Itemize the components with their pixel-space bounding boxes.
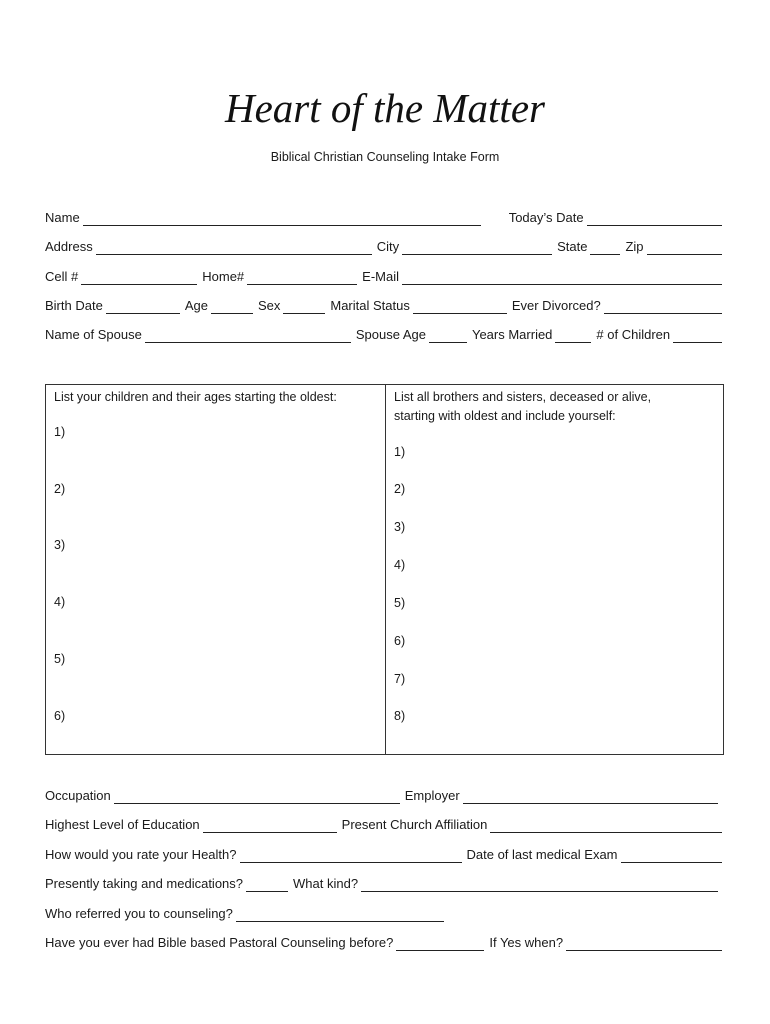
sibling-item: 4) [394, 558, 406, 572]
city-field[interactable] [402, 240, 552, 255]
medications-label: Presently taking and medications? [45, 876, 244, 891]
spouse-name-field[interactable] [145, 328, 351, 343]
health-label: How would you rate your Health? [45, 847, 237, 862]
children-column[interactable] [46, 385, 386, 754]
medications-field[interactable] [246, 877, 288, 892]
medical-exam-label: Date of last medical Exam [466, 847, 618, 862]
address-label: Address [45, 239, 93, 254]
siblings-column[interactable] [386, 385, 723, 754]
name-label: Name [45, 210, 80, 225]
referred-field[interactable] [236, 907, 444, 922]
zip-field[interactable] [647, 240, 722, 255]
age-label: Age [184, 298, 208, 313]
name-row [45, 208, 722, 226]
spouse-row [45, 325, 722, 343]
employer-label: Employer [404, 788, 460, 803]
sex-label: Sex [257, 298, 281, 313]
sibling-item: 2) [394, 482, 406, 496]
email-field[interactable] [402, 270, 722, 285]
ever-divorced-field[interactable] [604, 299, 722, 314]
prior-counseling-field[interactable] [396, 936, 484, 951]
if-yes-label: If Yes when? [489, 935, 564, 950]
referred-label: Who referred you to counseling? [45, 906, 233, 921]
home-field[interactable] [247, 270, 357, 285]
city-label: City [376, 239, 400, 254]
church-field[interactable] [490, 818, 722, 833]
form-subtitle: Biblical Christian Counseling Intake Form [270, 150, 500, 164]
address-row [45, 237, 722, 255]
ever-divorced-label: Ever Divorced? [511, 298, 601, 313]
education-field[interactable] [203, 818, 337, 833]
child-item: 5) [54, 652, 66, 666]
referred-row [45, 904, 722, 922]
spouse-name-label: Name of Spouse [45, 327, 142, 342]
sibling-item: 6) [394, 634, 406, 648]
child-item: 3) [54, 538, 66, 552]
if-yes-field[interactable] [566, 936, 722, 951]
state-label: State [557, 239, 588, 254]
birth-date-field[interactable] [106, 299, 180, 314]
what-kind-field[interactable] [361, 877, 718, 892]
sibling-item: 8) [394, 709, 406, 723]
employer-field[interactable] [463, 789, 718, 804]
sex-field[interactable] [283, 299, 325, 314]
child-item: 6) [54, 709, 66, 723]
sibling-item: 3) [394, 520, 406, 534]
occupation-field[interactable] [114, 789, 400, 804]
occupation-row [45, 786, 722, 804]
what-kind-label: What kind? [293, 876, 359, 891]
marital-status-label: Marital Status [330, 298, 410, 313]
age-field[interactable] [211, 299, 253, 314]
prior-counseling-label: Have you ever had Bible based Pastoral Counseling before? [45, 935, 394, 950]
occupation-label: Occupation [45, 788, 111, 803]
child-item: 4) [54, 595, 66, 609]
health-field[interactable] [240, 848, 462, 863]
home-label: Home# [202, 269, 245, 284]
child-item: 1) [54, 425, 66, 439]
church-label: Present Church Affiliation [341, 817, 488, 832]
address-field[interactable] [96, 240, 372, 255]
prior-counseling-row [45, 933, 722, 951]
num-children-label: # of Children [596, 327, 671, 342]
sibling-item: 5) [394, 596, 406, 610]
health-row [45, 845, 722, 863]
medical-exam-field[interactable] [621, 848, 722, 863]
children-header: List your children and their ages starting the oldest: [54, 390, 337, 404]
cell-label: Cell # [45, 269, 79, 284]
birth-date-label: Birth Date [45, 298, 103, 313]
sibling-item: 7) [394, 672, 406, 686]
name-field[interactable] [83, 211, 481, 226]
todays-date-label: Today’s Date [508, 210, 584, 225]
spouse-age-label: Spouse Age [355, 327, 426, 342]
form-title: Heart of the Matter [225, 85, 545, 131]
siblings-header: List all brothers and sisters, deceased or alive, starting with oldest and include yourself: [394, 390, 652, 423]
medications-row [45, 874, 722, 892]
years-married-label: Years Married [471, 327, 553, 342]
phone-row [45, 267, 722, 285]
sibling-item: 1) [394, 445, 406, 459]
email-label: E-Mail [362, 269, 400, 284]
spouse-age-field[interactable] [429, 328, 467, 343]
years-married-field[interactable] [555, 328, 591, 343]
state-field[interactable] [590, 240, 620, 255]
zip-label: Zip [625, 239, 644, 254]
cell-field[interactable] [81, 270, 197, 285]
education-row [45, 815, 722, 833]
todays-date-field[interactable] [587, 211, 722, 226]
marital-status-field[interactable] [413, 299, 507, 314]
education-label: Highest Level of Education [45, 817, 200, 832]
num-children-field[interactable] [673, 328, 722, 343]
birth-row [45, 296, 722, 314]
child-item: 2) [54, 482, 66, 496]
family-table [45, 384, 724, 755]
